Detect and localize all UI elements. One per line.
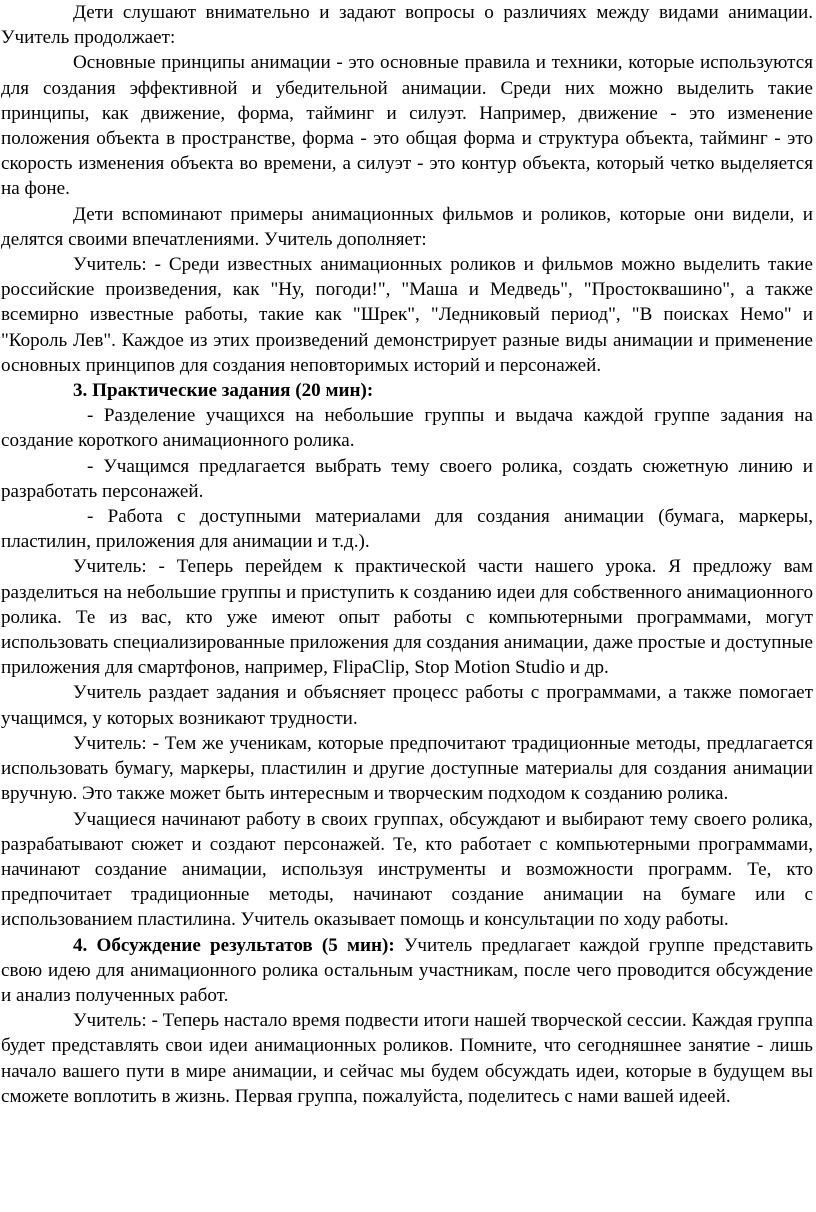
paragraph-practical-part: Учитель: - Теперь перейдем к практической части нашего урока. Я предложу вам разделиться на небольшие группы и приступить к созданию идеи для собственного анимационного ролика. Те из вас, кто уже имеют опыт работы с компьютерными программами, могут использовать специализированные приложения для создания анимации, даже простые и доступные приложения для смартфонов, например, FlipaClip, Stop Motion Studio и др. xyxy=(1,556,813,679)
section-3-heading: 3. Практические задания (20 мин): xyxy=(73,380,374,402)
paragraph-children-recall: Дети вспоминают примеры анимационных фильмов и роликов, которые они видели, и делятся своими впечатлениями. Учитель дополняет: xyxy=(1,203,813,250)
paragraph-traditional-methods: Учитель: - Тем же ученикам, которые предпочитают традиционные методы, предлагается использовать бумагу, маркеры, пластилин и другие доступные материалы для создания анимации вручную. Это также может быть интересным и творческим подходом к созданию ролика. xyxy=(1,732,813,805)
task-item-theme: - Учащимся предлагается выбрать тему своего ролика, создать сюжетную линию и разработать персонажей. xyxy=(1,455,813,502)
section-4-text: Учитель предлагает каждой группе представить свою идею для анимационного ролика остальным участникам, после чего проводится обсуждение и анализ полученных работ. xyxy=(1,934,813,1006)
paragraph-summary: Учитель: - Теперь настало время подвести итоги нашей творческой сессии. Каждая группа будет представлять свои идеи анимационных роликов. Помните, что сегодняшнее занятие - лишь начало вашего пути в мире анимации, и сейчас мы будем обсуждать идеи, которые в будущем вы сможете воплотить в жизнь. Первая группа, пожалуйста, поделитесь с нами вашей идеей. xyxy=(1,1010,813,1107)
paragraph-famous-films: Учитель: - Среди известных анимационных роликов и фильмов можно выделить такие российские произведения, как "Ну, погоди!", "Маша и Медведь", "Простоквашино", а также всемирно известные работы, такие как "Шрек", "Ледниковый период", "В поисках Немо" и "Король Лев". Каждое из этих произведений демонстрирует разные виды анимации и применение основных принципов для создания неповторимых историй и персонажей. xyxy=(1,254,813,376)
task-item-groups: - Разделение учащихся на небольшие группы и выдача каждой группе задания на создание короткого анимационного ролика. xyxy=(1,405,813,452)
paragraph-animation-principles: Основные принципы анимации - это основные правила и техники, которые используются для создания эффективной и убедительной анимации. Среди них можно выделить такие принципы, как движение, форма, тайминг и силуэт. Например, движение - это изменение положения объекта в пространстве, форма - это общая форма и структура объекта, тайминг - это скорость изменения объекта во времени, а силуэт - это контур объекта, который четко выделяется на фоне. xyxy=(1,52,813,200)
paragraph-students-work: Учащиеся начинают работу в своих группах, обсуждают и выбирают тему своего ролика, разрабатывают сюжет и создают персонажей. Те, кто работает с компьютерными программами, начинают создание анимации, используя инструменты и возможности программ. Те, кто предпочитает традиционные методы, начинают создание анимации на бумаге или с использованием пластилина. Учитель оказывает помощь и консультации по ходу работы. xyxy=(1,808,813,931)
task-item-materials: - Работа с доступными материалами для создания анимации (бумага, маркеры, пластилин, приложения для анимации и т.д.). xyxy=(1,506,813,553)
paragraph-teacher-hands-out: Учитель раздает задания и объясняет процесс работы с программами, а также помогает учащимся, у которых возникают трудности. xyxy=(1,682,813,729)
paragraph-children-listen: Дети слушают внимательно и задают вопросы о различиях между видами анимации. Учитель продолжает: xyxy=(1,2,813,49)
section-4-heading: 4. Обсуждение результатов (5 мин): xyxy=(73,934,395,956)
paragraph-section-4 xyxy=(1,933,813,1009)
